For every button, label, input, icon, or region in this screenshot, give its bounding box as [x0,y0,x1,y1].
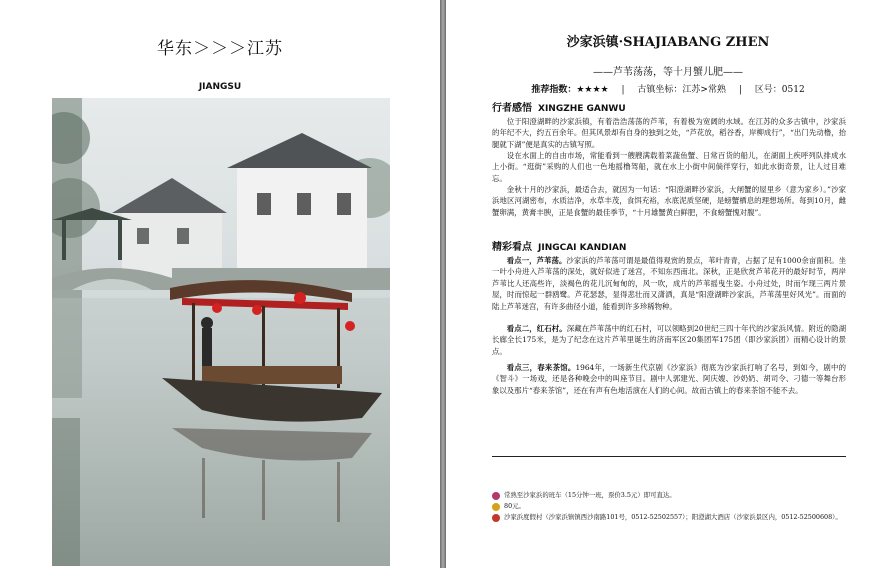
section-heading-kandian [492,238,626,253]
highlight-item [492,323,846,357]
highlight-lead: 看点二，红石村。 [506,324,567,333]
highlight-lead: 看点一，芦苇荡。 [506,256,567,265]
left-page [0,0,440,568]
zip-code: 区号：0512 [754,85,805,95]
right-page [446,0,890,568]
separator: | [738,85,742,95]
highlight-lead: 看点三，春来茶馆。 [506,363,576,372]
region-title: 华东＞＞＞江苏 [157,39,283,59]
heading-en: XINGZHE GANWU [538,104,626,114]
meta-line [446,82,890,95]
town-subtitle: ——芦苇荡荡，等十月蟹儿肥—— [593,67,743,78]
separator: | [621,85,625,95]
bus-icon [492,492,500,500]
tip-hotel [492,512,846,523]
ticket-icon [492,503,500,511]
heading-en: JINGCAI KANDIAN [538,243,627,253]
water-town-photo [52,98,390,566]
paragraph: 位于阳澄湖畔的沙家浜镇，有着浩浩荡荡的芦苇，有着极为宽阔的水域。在江苏的众多古镇中，沙家浜的年纪不大，约五百余年。但其风景却有自身的独到之处，“芦花放，稻谷香，岸柳成行”，“出门先动橹，抬腿就下湖”便是真实的古镇写照。 [492,117,846,149]
paragraph: 设在水面上的自由市场，常能看到一艘艘满载着菜蔬鱼蟹、日常百货的船儿，在湖面上疾呼列队排成水上小街。“逛街”采购的人们也一色地摇橹驾船，就在水上小街中间倘徉穿行，如此水街奇景，让人过目难忘。 [492,151,846,183]
hotel-icon [492,514,500,522]
highlight-item [492,255,846,312]
rating-label: 推荐指数： [531,85,577,95]
photo-illustration [52,98,390,566]
divider [492,456,846,457]
town-title: 沙家浜镇·SHAJIABANG ZHEN [566,35,770,50]
highlight-text: 沙家浜的芦苇荡可谓是最值得观赏的景点，苇叶青青，占据了足有1000余亩面积。坐一叶小舟进入芦苇荡的深处，就好似进了迷宫，不知东西南北。深秋，正是欣赏芦苇花开的最好时节，两岸芦苇比人还高些许，淡褐色的花儿沉甸甸的，风一吹，成片的芦苇摇曳生姿。小舟过处，时而乍现三两片景屋，时而惊起一群鸥鹭。芦花瑟瑟，显得悲壮而又潇洒，真是“阳澄湖畔沙家浜，芦苇荡里好风光”。而面的陆上芦苇迷宫，有许多曲径小道，能看到许多珍稀物种。 [492,256,846,311]
highlight-text: 1964年，一场新生代京剧《沙家浜》彻底为沙家浜打响了名号，到如今，剧中的《智斗》一场戏，还是各种晚会中的叫座节目。剧中人郭建光、阿庆嫂、沙奶奶、胡司令、刁德一等舞台形象以及那片“春来茶馆”，还在有声有色地活演在人们的心间。故而古镇上的春来茶馆不能不去。 [492,363,846,395]
tip-transport [492,490,846,501]
tip-text: 常熟至沙家浜的班车（15分钟一班，票价3.5元）即可直达。 [504,491,676,499]
section-heading-ganwu [492,99,626,114]
paragraph: 金秋十月的沙家浜，最适合去，就因为一句话：“阳澄湖畔沙家浜，大闸蟹的屋里乡（意为家乡）。”沙家浜地区河湖密布，水质洁净，水草丰茂，食饵充裕，水底泥质坚硬，是螃蟹栖息的理想场所。每到10月，雌蟹卵满，黄膏丰腴，正是食蟹的最佳季节，“十月雄蟹黄白鲜肥，不食螃蟹愧对腹”。 [492,185,846,217]
tip-ticket [492,501,846,512]
travel-tips [492,490,846,523]
tip-text: 80元。 [504,502,525,510]
highlight-item [492,362,846,396]
heading-cn: 精彩看点 [492,242,532,253]
highlight-text: 深藏在芦苇荡中的红石村，可以领略到20世纪三四十年代的沙家浜风情。附近的隐湖长廊全长175米，是为了纪念在这片芦苇里诞生的济南军区20集团军175团（即沙家浜团）而精心设计的景点。 [492,324,846,356]
tip-text: 沙家浜度假村（沙家浜镇镇西沙南路101号，0512-52502557）；阳澄湖大酒店（沙家浜景区内，0512-52500608）。 [504,513,842,521]
heading-cn: 行者感悟 [492,103,532,114]
coords: 古镇坐标：江苏>常熟 [637,85,726,95]
rating-stars: ★★★★ [576,85,609,95]
region-subtitle: JIANGSU [198,82,242,92]
